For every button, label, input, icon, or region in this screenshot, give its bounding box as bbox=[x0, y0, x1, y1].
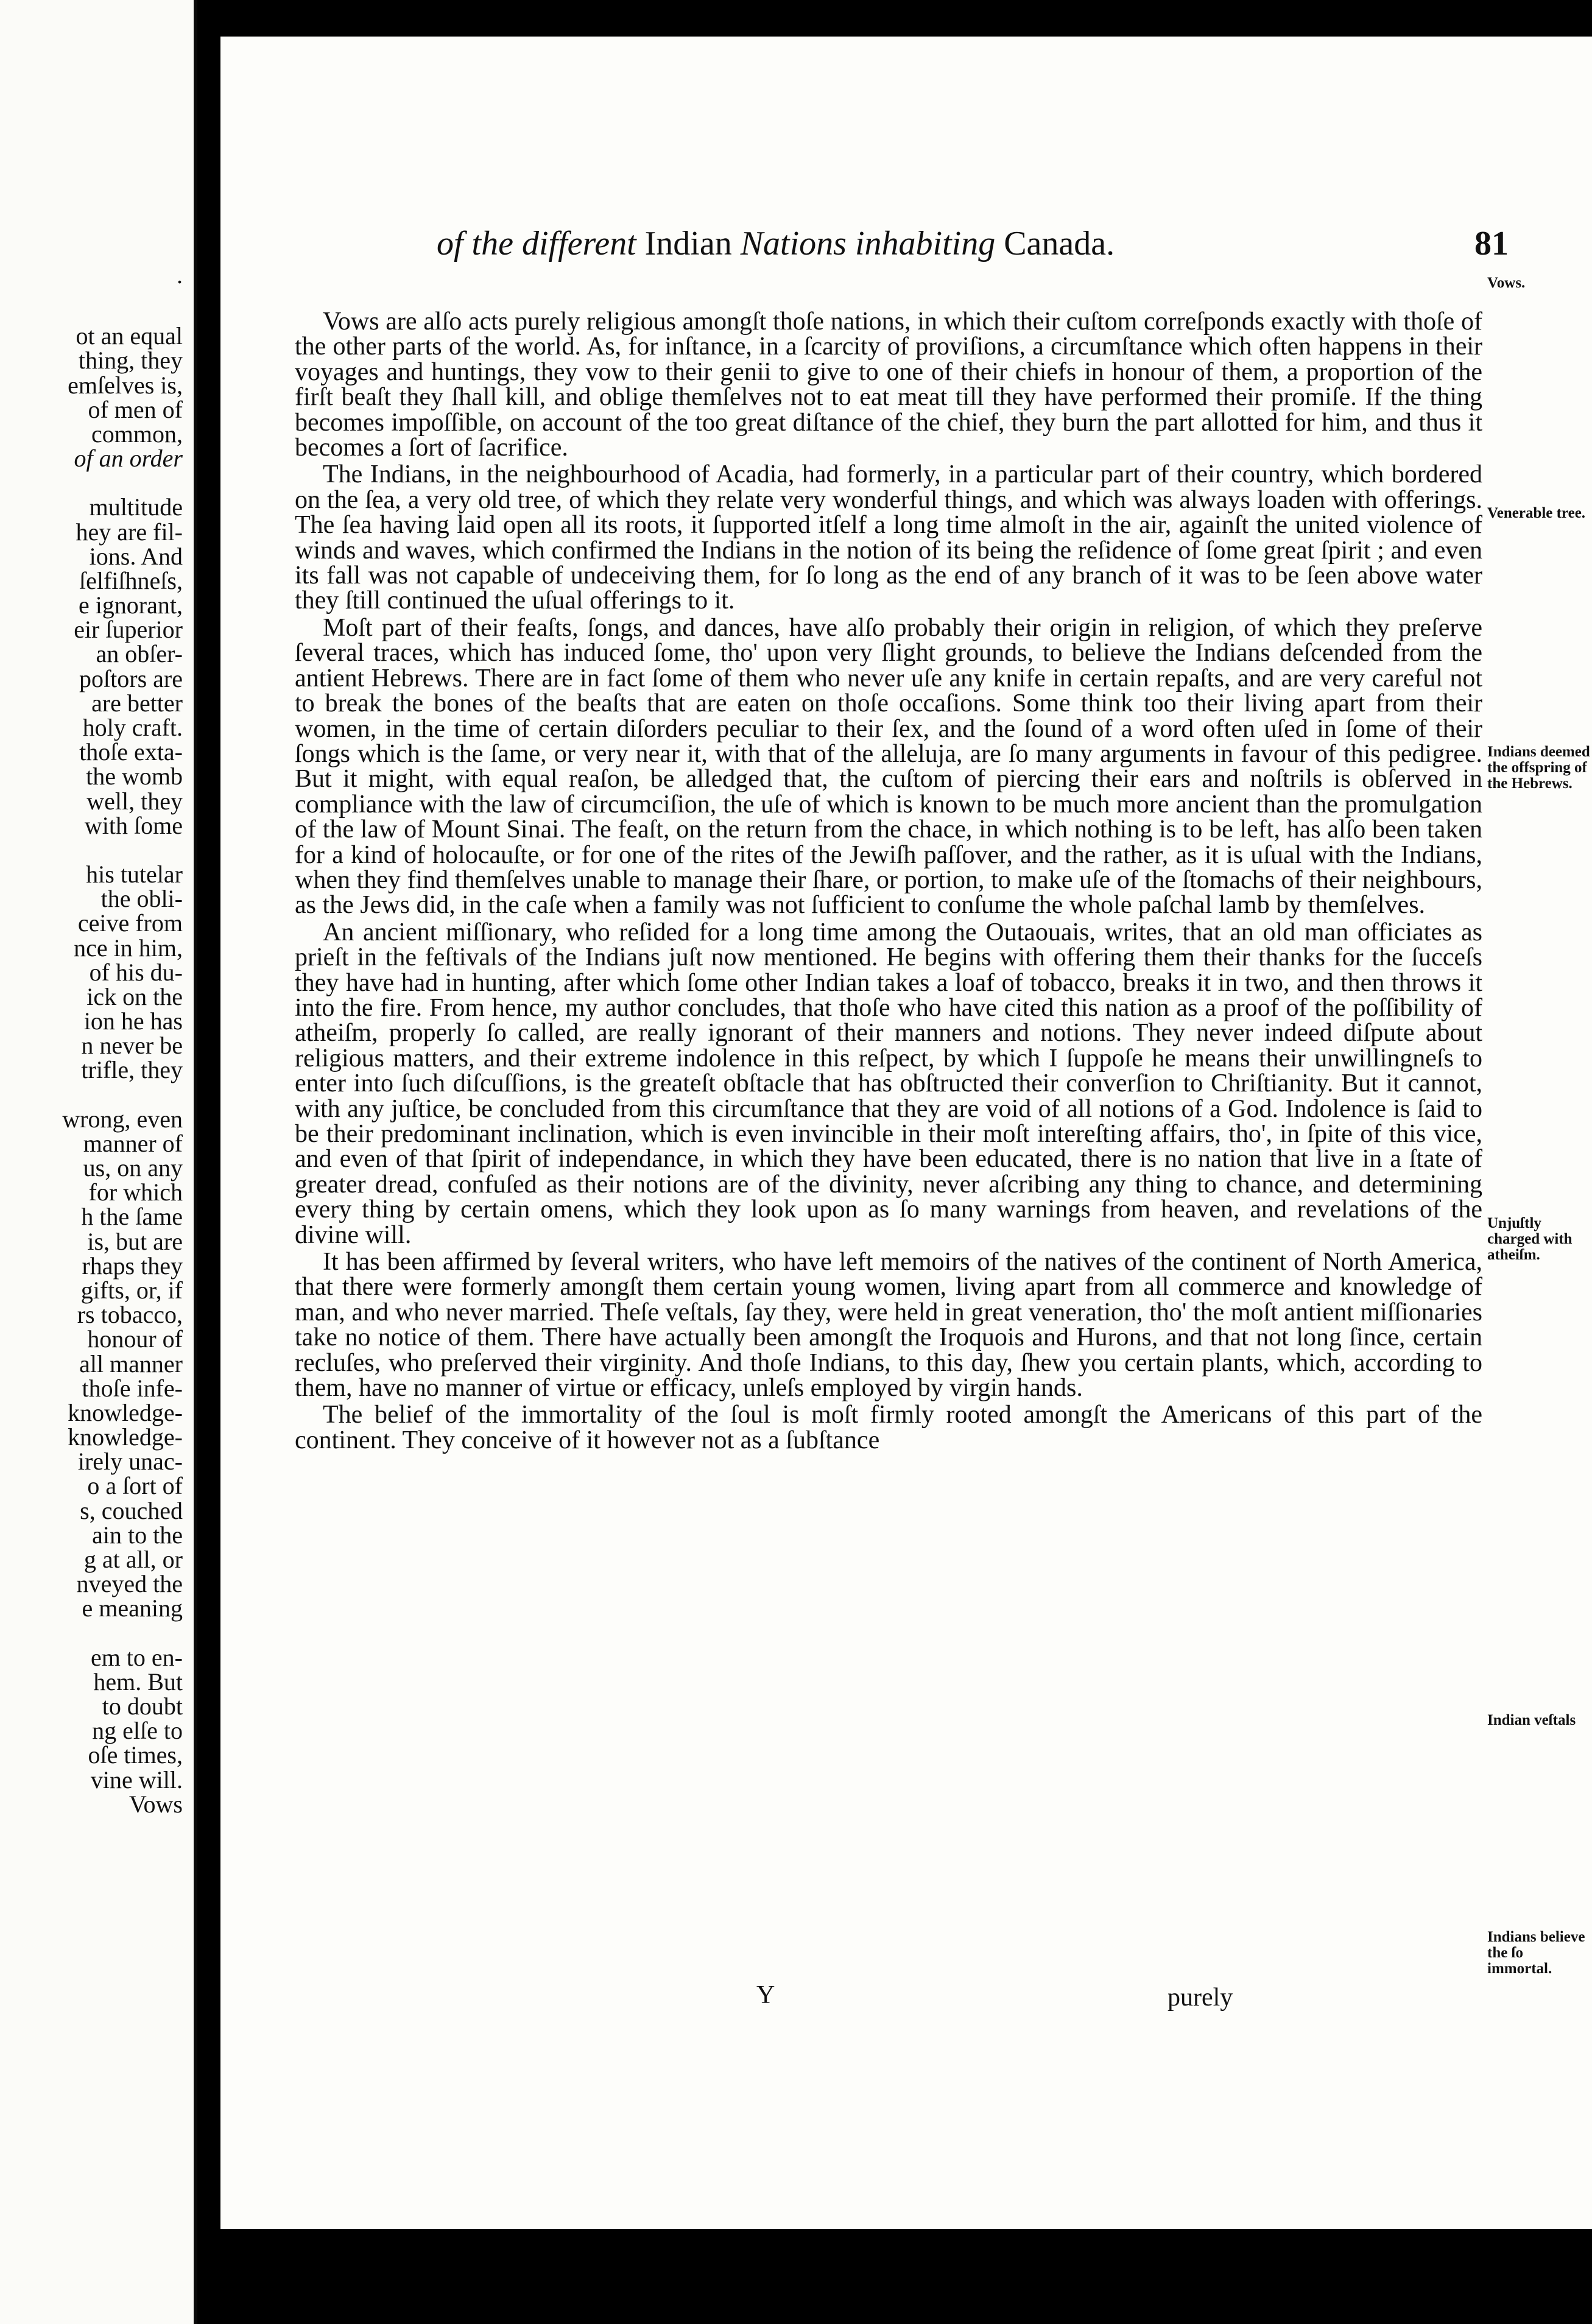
paragraph-immortality: The belief of the immortality of the ſoul is moſt firmly rooted amongſt the Americans of this part of the continent. They conceive of it however not as a ſubſtance bbox=[295, 1401, 1482, 1454]
running-head-prefix: of the different bbox=[437, 225, 636, 262]
left-page-line: knowledge- bbox=[68, 1398, 183, 1426]
left-page-line: nce in him, bbox=[74, 934, 183, 962]
left-page-line: ng elſe to bbox=[92, 1717, 183, 1745]
margin-note-hebrews: Indians deemed the offspring of the Hebrews. bbox=[1487, 744, 1590, 792]
left-page-line: an obſer- bbox=[96, 640, 183, 668]
paragraph-vestals: It has been affirmed by ſeveral writers, who have left memoirs of the natives of the continent of North America, that there were formerly amongſt them certain young women, living apart from all commerce and knowledge of man, and who never married. Theſe veſtals, ſay they, were held in great veneration, tho' the moſt antient miſſionaries take no notice of them. There have actually been amongſt the Iroquois and Hurons, and that not long ſince, certain recluſes, who preſerved their virginity. And thoſe Indians, to this day, ſhew you certain plants, which, according to them, have no manner of virtue or efficacy, unleſs employed by virgin hands. bbox=[295, 1248, 1482, 1403]
margin-note-atheism: Unjuſtly charged with atheiſm. bbox=[1487, 1215, 1573, 1263]
left-page-gap bbox=[0, 287, 183, 324]
left-page-line: irely unac- bbox=[77, 1448, 183, 1476]
left-page-line: for which bbox=[88, 1178, 183, 1206]
left-page-line: emſelves is, bbox=[68, 371, 183, 399]
left-page-line: ot an equal bbox=[76, 322, 183, 350]
left-page-line: knowledge- bbox=[68, 1423, 183, 1451]
left-page-line: hem. But bbox=[93, 1667, 183, 1695]
left-page-line: o a ſort of bbox=[87, 1472, 183, 1500]
page-number: 81 bbox=[1474, 225, 1509, 262]
left-page-line: thoſe exta- bbox=[79, 738, 183, 766]
left-page-line: are better bbox=[91, 689, 183, 717]
margin-note-vows: Vows. bbox=[1487, 275, 1526, 291]
left-page-line: e ignorant, bbox=[78, 591, 183, 619]
running-head-canada: Canada. bbox=[1004, 225, 1115, 262]
left-page-line: s, couched bbox=[80, 1496, 183, 1524]
paragraph-missionary: An ancient miſſionary, who reſided for a long time among the Outaouais, writes, that an old man officiates as prieſt in the feſtivals of the Indians juſt now mentioned. He begins with offering them their thanks for the ſucceſs they have had in hunting, after which ſome other Indian takes a loaf of tobacco, breaks it in two, and then throws it into the fire. From hence, my author concludes, that thoſe who have cited this nation as a proof of the poſſibility of atheiſm, properly ſo called, are really ignorant of their manners and notions. They never indeed diſpute about religious matters, and their extreme indolence in this reſpect, by which I ſuppoſe he means their unwillingneſs to enter into ſuch diſcuſſions, is the greateſt obſtacle that has obſtructed their converſion to Chriſtianity. But it cannot, with any juſtice, be concluded from this circumſtance that they are void of all notions of a God. Indolence is ſaid to be their predominant inclination, which is even invincible in their moſt intereſting affairs, tho', in ſpite of this vice, and even of that ſpirit of independance, in which they have been educated, there is no nation that live in a ſtate of greater dread, confuſed as their notions are of the divinity, never aſcribing any thing to chance, and determining every thing by certain omens, which they look upon as ſo many warnings from heaven, and revelations of the divine will. bbox=[295, 918, 1482, 1249]
margin-note-vestals: Indian veſtals bbox=[1487, 1712, 1576, 1728]
left-page-line: holy craft. bbox=[82, 714, 183, 741]
left-page-line: ion he has bbox=[83, 1007, 183, 1035]
left-page-line: to doubt bbox=[102, 1692, 183, 1720]
left-page-line: rhaps they bbox=[82, 1252, 183, 1280]
left-page-gap bbox=[0, 1621, 183, 1646]
left-page-line: wrong, even bbox=[62, 1105, 183, 1133]
catchword: purely bbox=[1168, 1984, 1233, 2012]
left-page-line: trifle, they bbox=[81, 1056, 183, 1084]
left-page-line: of his du- bbox=[89, 958, 183, 986]
left-page-line: of an order bbox=[74, 445, 183, 473]
left-page-line: nveyed the bbox=[76, 1570, 183, 1598]
margin-note-immortal: Indians believe the ſo immortal. bbox=[1487, 1929, 1585, 1977]
paragraph-hebrews: Moſt part of their feaſts, ſongs, and dances, have alſo probably their origin in religion, of which they preſerve ſeveral traces, which has induced ſome, tho' upon very ſlight grounds, to believe the Indians deſcended from the antient Hebrews. There are in fact ſome of them who never uſe any knife in certain repaſts, and are very careful not to break the bones of the beaſts that are eaten on thoſe occaſions. Some think too their living apart from their women, in the time of certain diſorders peculiar to their ſex, and the ſound of a word often uſed in ſome of their ſongs which is the ſame, or very near it, with that of the alleluja, are ſo many arguments in favour of this pedigree. But it might, with equal reaſon, be alledged that, the cuſtom of piercing their ears and noſtrils is obſerved in compliance with the law of circumciſion, the uſe of which is known to be much more ancient than the promulgation of the law of Mount Sinai. The feaſt, on the return from the chace, in which nothing is to be left, has alſo been taken for a kind of holocauſte, or for one of the rites of the Jewiſh paſſover, and the rather, as it is uſual with the Indians, when they find themſelves unable to manage their ſhare, or portion, to make uſe of the ſtomachs of their neighbours, as the Jews did, in the caſe when a family was not ſufficient to conſume the whole paſchal lamb by themſelves. bbox=[295, 613, 1482, 920]
paragraph-tree: The Indians, in the neighbourhood of Acadia, had formerly, in a particular part of their country, which bordered on the ſea, a very old tree, of which they relate very wonderful things, and which was always loaden with offerings. The ſea having laid open all its roots, it ſupported itſelf a long time almoſt in the air, againſt the united violence of winds and waves, which confirmed the Indians in the notion of its being the reſidence of ſome great ſpirit ; and even its fall was not capable of undeceiving them, for ſo long as the end of any branch of it was to be ſeen above water they ſtill continued the uſual offerings to it. bbox=[295, 460, 1482, 615]
left-page-line: is, but are bbox=[87, 1227, 183, 1255]
left-page-text bbox=[0, 263, 183, 1817]
left-page-line: honour of bbox=[87, 1325, 183, 1353]
left-page-line: Vows bbox=[129, 1790, 183, 1818]
left-page-line: us, on any bbox=[83, 1154, 183, 1181]
left-page-line: manner of bbox=[83, 1129, 183, 1157]
left-page-line: ions. And bbox=[89, 542, 183, 570]
left-page-line: his tutelar bbox=[86, 860, 183, 888]
left-page-line: vine will. bbox=[90, 1766, 183, 1794]
signature-mark: Y bbox=[756, 1981, 775, 2009]
left-page-line: ain to the bbox=[92, 1521, 183, 1549]
left-page-line: eir ſuperior bbox=[74, 616, 183, 644]
left-page-line: thing, they bbox=[78, 347, 183, 375]
left-page-line: of men of bbox=[88, 395, 183, 423]
body-text bbox=[295, 309, 1482, 1453]
book-page bbox=[220, 37, 1592, 2229]
paragraph-vows: Vows are alſo acts purely religious amongſt thoſe nations, in which their cuſtom correſponds exactly with thoſe of the other parts of the world. As, for inſtance, in a ſcarcity of proviſions, a circumſtance which often happens in their voyages and huntings, they vow to their genii to give to one of their chiefs in honour of them, a proportion of the firſt beaſt they ſhall kill, and oblige themſelves not to eat meat till they have performed their promiſe. If the thing becomes impoſſible, on account of the too great diſtance of the chief, they burn the part allotted for him, and thus it becomes a ſort of ſacrifice. bbox=[295, 308, 1482, 462]
left-page-line: thoſe infe- bbox=[82, 1374, 183, 1402]
left-page-line: rs tobacco, bbox=[77, 1301, 183, 1329]
left-page-line: n never be bbox=[81, 1032, 183, 1060]
left-page-line: multitude bbox=[89, 493, 183, 521]
left-page-line: e meaning bbox=[82, 1594, 183, 1622]
running-head-nations: Nations inhabiting bbox=[740, 225, 996, 262]
left-page-line: h the ſame bbox=[81, 1203, 183, 1231]
left-page-line: common, bbox=[91, 420, 183, 448]
left-page-line: well, they bbox=[86, 787, 183, 815]
left-page-line: ick on the bbox=[86, 982, 183, 1010]
left-page-line: with ſome bbox=[84, 811, 183, 839]
left-page-line: em to en- bbox=[90, 1643, 183, 1671]
left-page-gap bbox=[0, 471, 183, 495]
left-page-gap bbox=[0, 1083, 183, 1107]
left-page-line: g at all, or bbox=[83, 1546, 183, 1573]
left-page-line: the obli- bbox=[100, 885, 183, 913]
left-page-gap bbox=[0, 838, 183, 862]
left-page-line: poſtors are bbox=[79, 664, 183, 692]
left-page-line: ſelfiſhneſs, bbox=[79, 566, 183, 594]
left-page-line: . bbox=[177, 261, 183, 289]
left-page-line: oſe times, bbox=[88, 1741, 183, 1769]
margin-note-venerable-tree: Venerable tree. bbox=[1487, 505, 1586, 521]
left-page-line: ceive from bbox=[77, 909, 183, 937]
left-page-line: the womb bbox=[86, 762, 183, 791]
left-page-line: gifts, or, if bbox=[80, 1276, 183, 1304]
running-header bbox=[437, 224, 1509, 263]
left-page-line: hey are fil- bbox=[76, 518, 183, 546]
running-head-indian: Indian bbox=[644, 225, 732, 262]
left-facing-page bbox=[0, 0, 197, 2324]
left-page-line: all manner bbox=[79, 1350, 183, 1378]
